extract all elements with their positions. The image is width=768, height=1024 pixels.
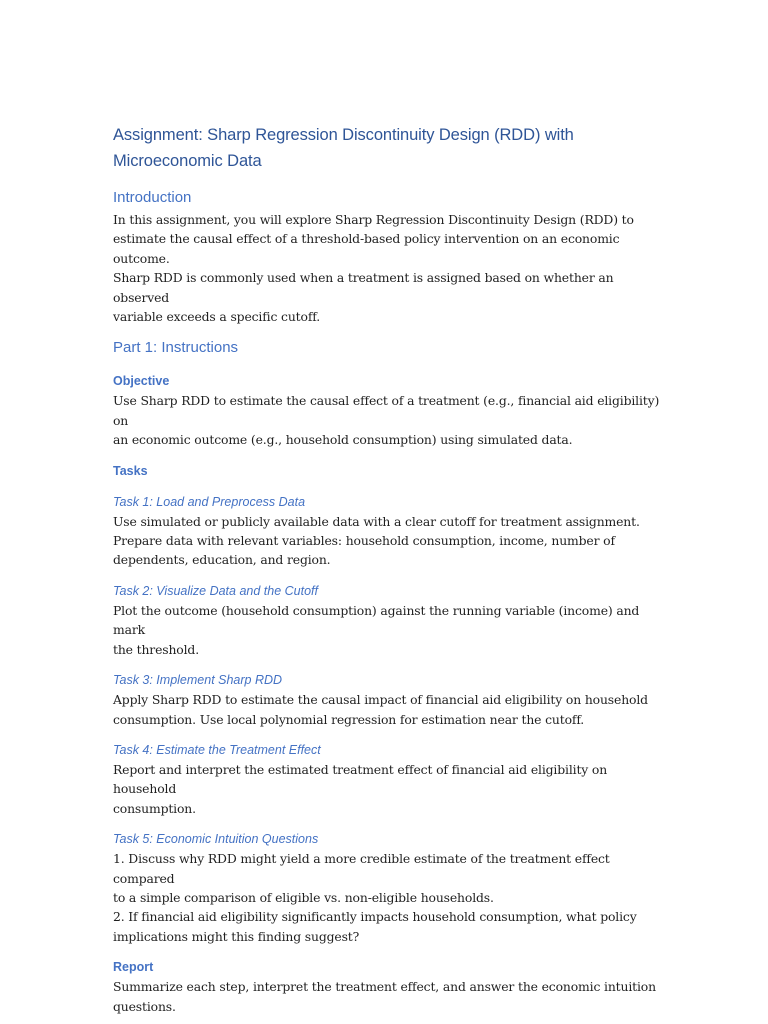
task3-heading: Task 3: Implement Sharp RDD: [113, 673, 283, 688]
text-line: Summarize each step, interpret the treatment effect, and answer the economic intuition: [113, 979, 656, 995]
text-line: Use Sharp RDD to estimate the causal effect of a treatment (e.g., financial aid eligibility) on: [113, 393, 660, 428]
text-line: Report and interpret the estimated treatment effect of financial aid eligibility on household: [113, 761, 608, 797]
task2-heading: Task 2: Visualize Data and the Cutoff: [113, 583, 318, 598]
text-line: implications might this finding suggest?: [113, 928, 360, 944]
text-line: an economic outcome (e.g., household consumption) using simulated data.: [113, 432, 573, 448]
tasks-heading: Tasks: [113, 463, 148, 478]
task1-heading: Task 1: Load and Preprocess Data: [113, 494, 306, 509]
part1-heading: Part 1: Instructions: [113, 339, 239, 357]
text-line: estimate the causal effect of a threshold-based policy intervention on an economic outcome.: [113, 231, 620, 266]
text-line: 1. Discuss why RDD might yield a more credible estimate of the treatment effect compared: [113, 851, 610, 886]
task2-paragraph: [113, 601, 668, 659]
task1-paragraph: [113, 512, 668, 570]
text-line: Use simulated or publicly available data with a clear cutoff for treatment assignment.: [113, 513, 640, 529]
introduction-paragraph: [113, 210, 668, 326]
text-line: Apply Sharp RDD to estimate the causal impact of financial aid eligibility on household: [113, 692, 648, 708]
text-line: In this assignment, you will explore Sharp Regression Discontinuity Design (RDD) to: [113, 212, 634, 227]
introduction-heading: Introduction: [113, 189, 192, 206]
title-line: Microeconomic Data: [113, 152, 262, 170]
text-line: 2. If financial aid eligibility significantly impacts household consumption, what policy: [113, 909, 637, 925]
objective-paragraph: [113, 391, 668, 449]
text-line: Sharp RDD is commonly used when a treatment is assigned based on whether an observed: [113, 270, 614, 305]
text-line: Prepare data with relevant variables: household consumption, income, number of: [113, 533, 615, 549]
text-line: consumption. Use local polynomial regression for estimation near the cutoff.: [113, 711, 585, 727]
text-line: to a simple comparison of eligible vs. non-eligible households.: [113, 889, 494, 905]
task4-heading: Task 4: Estimate the Treatment Effect: [113, 742, 321, 757]
document-title: [113, 122, 668, 174]
task3-paragraph: [113, 690, 668, 729]
task5-heading: Task 5: Economic Intuition Questions: [113, 832, 319, 847]
title-line: Assignment: Sharp Regression Discontinuity Design (RDD) with: [113, 126, 574, 144]
task5-paragraph: [113, 849, 668, 946]
text-line: consumption.: [113, 800, 196, 816]
text-line: dependents, education, and region.: [113, 552, 331, 568]
objective-heading: Objective: [113, 374, 170, 389]
task4-paragraph: [113, 760, 668, 818]
text-line: Plot the outcome (household consumption) against the running variable (income) and mark: [113, 602, 640, 638]
text-line: questions.: [113, 998, 176, 1014]
text-line: the threshold.: [113, 641, 199, 657]
report-paragraph: [113, 977, 668, 1016]
text-line: variable exceeds a specific cutoff.: [113, 309, 321, 325]
report-heading: Report: [113, 960, 154, 975]
